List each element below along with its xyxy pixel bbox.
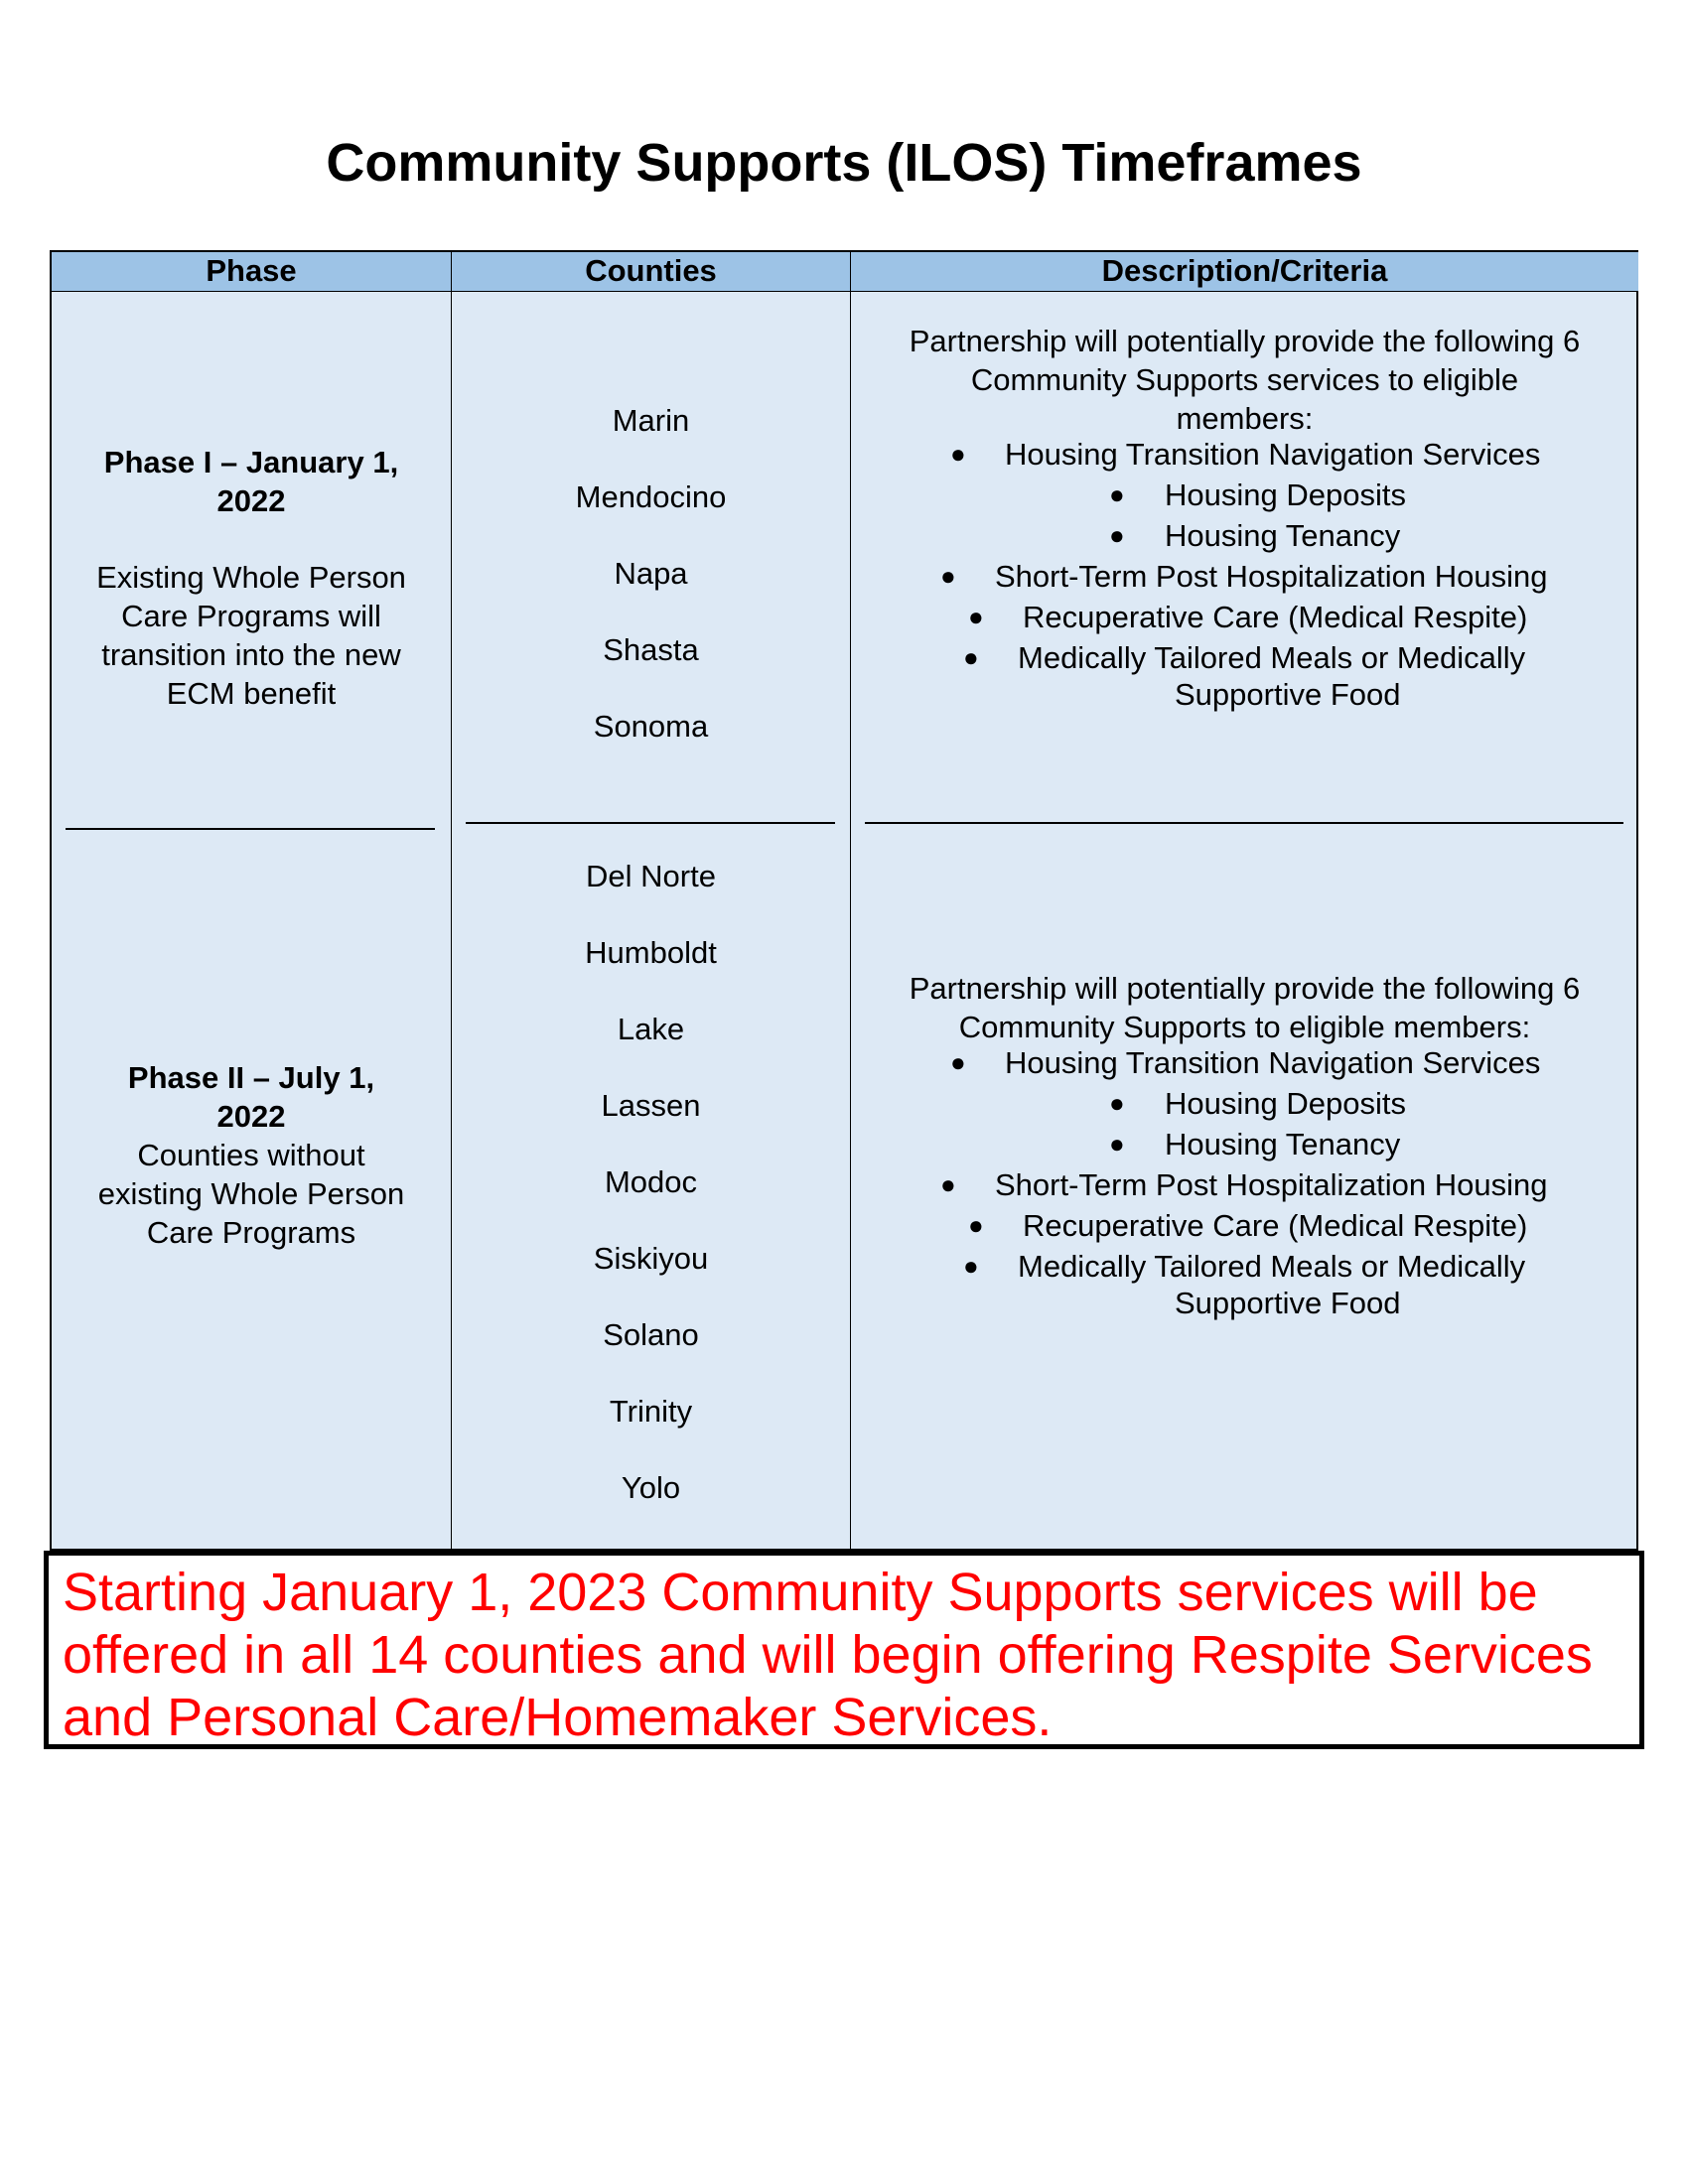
phase-1-note: Existing Whole Person Care Programs will transition into the new ECM benefit — [96, 560, 406, 711]
bullet-icon: ● — [1109, 520, 1125, 550]
bullet-icon: ● — [963, 642, 979, 672]
description-column — [850, 292, 1638, 1549]
notice-box: Starting January 1, 2023 Community Supports services will be offered in all 14 counties and will begin offering Respite Services and Personal Care/Homemaker Services. — [44, 1551, 1644, 1749]
header-description: Description/Criteria — [850, 252, 1638, 292]
row-separator — [66, 828, 435, 830]
page-title: Community Supports (ILOS) Timeframes — [326, 133, 1362, 193]
bullet-icon: ● — [950, 1047, 966, 1077]
county-item: Modoc — [604, 1164, 698, 1199]
service-item: Medically Tailored Meals or Medically — [1018, 640, 1526, 675]
county-item: Lake — [617, 1012, 685, 1046]
service-item: Housing Transition Navigation Services — [1005, 1045, 1541, 1080]
service-item-continued: Supportive Food — [1175, 1286, 1401, 1320]
description-intro-1: Partnership will potentially provide the following 6 Community Supports services to eligible members: — [909, 324, 1581, 436]
county-item: Yolo — [621, 1470, 681, 1505]
county-item: Siskiyou — [593, 1241, 709, 1276]
row-separator — [865, 822, 1623, 824]
service-item: Recuperative Care (Medical Respite) — [1023, 600, 1528, 634]
phase-2-note: Counties without existing Whole Person Care Programs — [97, 1138, 405, 1250]
service-item: Housing Tenancy — [1165, 518, 1401, 553]
bullet-icon: ● — [1109, 479, 1125, 509]
county-item: Napa — [614, 556, 688, 591]
service-item: Housing Deposits — [1165, 1086, 1406, 1121]
bullet-icon: ● — [940, 1169, 956, 1199]
timeframes-table — [50, 250, 1638, 1551]
service-item: Recuperative Care (Medical Respite) — [1023, 1208, 1528, 1243]
counties-column — [451, 292, 850, 1549]
service-item: Short-Term Post Hospitalization Housing — [995, 1167, 1548, 1202]
row-separator — [466, 822, 835, 824]
bullet-icon: ● — [968, 602, 984, 631]
bullet-icon: ● — [968, 1210, 984, 1240]
service-item: Medically Tailored Meals or Medically — [1018, 1249, 1526, 1284]
county-item: Mendocino — [575, 479, 727, 514]
phase-column — [52, 292, 451, 1549]
bullet-icon: ● — [950, 439, 966, 469]
service-item: Housing Deposits — [1165, 478, 1406, 512]
county-item: Humboldt — [585, 935, 717, 970]
county-item: Solano — [603, 1317, 699, 1352]
header-counties: Counties — [451, 252, 850, 292]
bullet-icon: ● — [963, 1251, 979, 1281]
service-item: Housing Tenancy — [1165, 1127, 1401, 1161]
county-item: Sonoma — [593, 709, 709, 744]
bullet-icon: ● — [940, 561, 956, 591]
bullet-icon: ● — [1109, 1088, 1125, 1118]
county-item: Shasta — [603, 632, 699, 667]
service-item: Short-Term Post Hospitalization Housing — [995, 559, 1548, 594]
phase-1-title: Phase I – January 1, 2022 — [103, 445, 399, 518]
bullet-icon: ● — [1109, 1129, 1125, 1159]
county-item: Lassen — [601, 1088, 701, 1123]
county-item: Marin — [612, 403, 690, 438]
phase-2-title: Phase II – July 1, 2022 — [127, 1060, 375, 1134]
county-item: Del Norte — [586, 859, 716, 893]
service-item-continued: Supportive Food — [1175, 677, 1401, 712]
header-phase: Phase — [52, 252, 451, 292]
service-item: Housing Transition Navigation Services — [1005, 437, 1541, 472]
county-item: Trinity — [609, 1394, 693, 1429]
description-intro-2: Partnership will potentially provide the following 6 Community Supports to eligible members: — [909, 971, 1581, 1044]
